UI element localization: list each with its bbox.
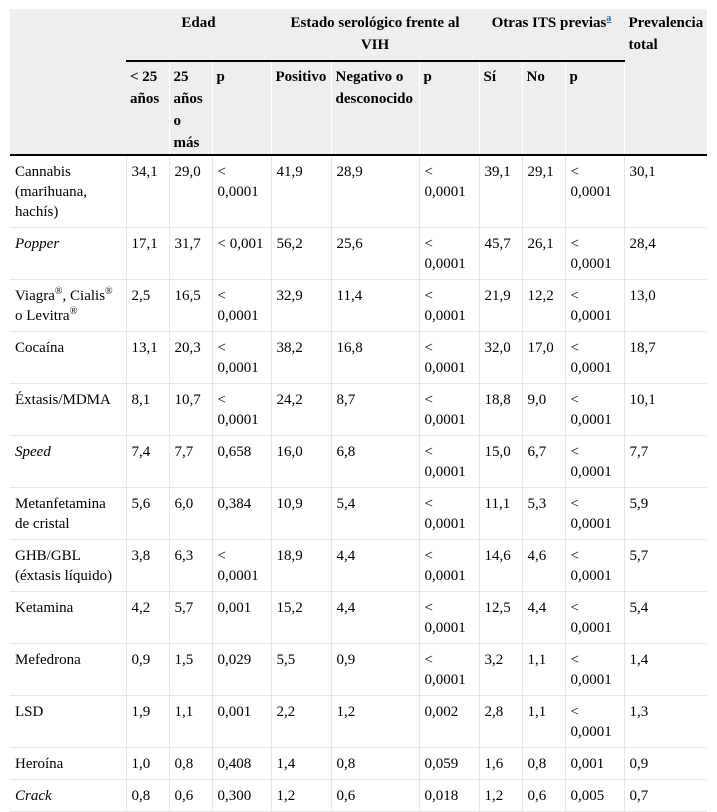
row-label-text: Metanfetamina de cristal xyxy=(15,496,106,532)
table-row xyxy=(10,780,707,812)
row-label-part: , Cialis xyxy=(62,288,106,304)
table-cell: 0,002 xyxy=(419,696,479,748)
table-row xyxy=(10,384,707,436)
row-label-text: LSD xyxy=(15,704,44,720)
row-label xyxy=(10,228,126,280)
registered-mark: ® xyxy=(54,286,63,297)
drug-prevalence-table xyxy=(10,9,707,812)
table-cell: 32,0 xyxy=(479,332,522,384)
table-cell: 20,3 xyxy=(169,332,212,384)
table-cell: 0,6 xyxy=(331,780,419,812)
table-cell: 0,8 xyxy=(126,780,169,812)
table-cell: 0,7 xyxy=(624,780,707,812)
row-label xyxy=(10,436,126,488)
table-cell: 16,0 xyxy=(271,436,331,488)
table-cell: 0,9 xyxy=(126,644,169,696)
table-cell: 0,018 xyxy=(419,780,479,812)
table-cell: 9,0 xyxy=(522,384,565,436)
table-cell: 5,5 xyxy=(271,644,331,696)
table-cell: 2,8 xyxy=(479,696,522,748)
table-cell: 1,5 xyxy=(169,644,212,696)
table-row xyxy=(10,540,707,592)
table-cell: 10,7 xyxy=(169,384,212,436)
table-cell: 8,1 xyxy=(126,384,169,436)
table-cell: 5,7 xyxy=(624,540,707,592)
header-sub-positivo: Positivo xyxy=(271,61,331,155)
table-cell: < 0,0001 xyxy=(565,155,624,228)
table-cell: 11,4 xyxy=(331,280,419,332)
table-cell: < 0,0001 xyxy=(212,155,271,228)
row-label xyxy=(10,280,126,332)
table-cell: 5,6 xyxy=(126,488,169,540)
table-cell: 0,408 xyxy=(212,748,271,780)
table-cell: 5,4 xyxy=(624,592,707,644)
table-cell: 1,9 xyxy=(126,696,169,748)
table-cell: 2,2 xyxy=(271,696,331,748)
table-cell: 7,7 xyxy=(624,436,707,488)
table-cell: 0,8 xyxy=(331,748,419,780)
header-sub-p-vih: p xyxy=(419,61,479,155)
table-cell: 1,1 xyxy=(169,696,212,748)
table-row xyxy=(10,228,707,280)
table-cell: 18,7 xyxy=(624,332,707,384)
row-label xyxy=(10,488,126,540)
table-cell: 29,0 xyxy=(169,155,212,228)
header-group-its-label: Otras ITS previas xyxy=(491,15,607,31)
table-cell: 5,4 xyxy=(331,488,419,540)
row-label-text: Mefedrona xyxy=(15,652,81,668)
row-label-text: Éxtasis/MDMA xyxy=(15,392,111,408)
row-label xyxy=(10,644,126,696)
table-cell: < 0,0001 xyxy=(419,540,479,592)
table-cell: 0,059 xyxy=(419,748,479,780)
row-label-text: Cocaína xyxy=(15,340,65,356)
header-sub-lt25: < 25 años xyxy=(126,61,169,155)
table-cell: 5,9 xyxy=(624,488,707,540)
table-cell: < 0,0001 xyxy=(212,280,271,332)
table-cell: 13,0 xyxy=(624,280,707,332)
table-cell: 17,1 xyxy=(126,228,169,280)
row-label xyxy=(10,155,126,228)
table-cell: 0,029 xyxy=(212,644,271,696)
table-cell: 5,3 xyxy=(522,488,565,540)
table-cell: < 0,0001 xyxy=(212,332,271,384)
table-cell: 26,1 xyxy=(522,228,565,280)
table-cell: < 0,0001 xyxy=(419,436,479,488)
table-cell: 13,1 xyxy=(126,332,169,384)
table-cell: 18,9 xyxy=(271,540,331,592)
table-cell: 1,2 xyxy=(479,780,522,812)
table-cell: < 0,0001 xyxy=(419,280,479,332)
table-cell: 4,4 xyxy=(331,592,419,644)
table-cell: 0,8 xyxy=(169,748,212,780)
table-container xyxy=(10,9,707,812)
table-cell: 0,9 xyxy=(624,748,707,780)
table-cell: 29,1 xyxy=(522,155,565,228)
table-cell: 1,3 xyxy=(624,696,707,748)
table-cell: 34,1 xyxy=(126,155,169,228)
table-cell: 1,0 xyxy=(126,748,169,780)
table-cell: 0,6 xyxy=(522,780,565,812)
registered-mark: ® xyxy=(69,306,78,317)
table-cell: 12,5 xyxy=(479,592,522,644)
table-cell: 7,4 xyxy=(126,436,169,488)
table-cell: 28,9 xyxy=(331,155,419,228)
table-cell: 16,5 xyxy=(169,280,212,332)
header-sub-p-edad: p xyxy=(212,61,271,155)
table-cell: 32,9 xyxy=(271,280,331,332)
table-cell: 0,300 xyxy=(212,780,271,812)
table-cell: 16,8 xyxy=(331,332,419,384)
table-cell: < 0,0001 xyxy=(565,436,624,488)
table-cell: < 0,0001 xyxy=(419,488,479,540)
table-cell: < 0,0001 xyxy=(419,644,479,696)
table-cell: 4,4 xyxy=(522,592,565,644)
table-cell: 1,2 xyxy=(331,696,419,748)
table-cell: 6,8 xyxy=(331,436,419,488)
table-cell: 0,6 xyxy=(169,780,212,812)
header-corner xyxy=(10,9,126,155)
table-cell: 18,8 xyxy=(479,384,522,436)
table-cell: 0,9 xyxy=(331,644,419,696)
table-cell: 1,4 xyxy=(624,644,707,696)
table-row xyxy=(10,696,707,748)
table-cell: 4,2 xyxy=(126,592,169,644)
row-label-text: Crack xyxy=(15,788,52,804)
table-cell: 41,9 xyxy=(271,155,331,228)
table-cell: < 0,0001 xyxy=(565,228,624,280)
table-cell: < 0,0001 xyxy=(565,488,624,540)
table-cell: 25,6 xyxy=(331,228,419,280)
table-cell: < 0,001 xyxy=(212,228,271,280)
row-label xyxy=(10,780,126,812)
table-cell: < 0,0001 xyxy=(565,644,624,696)
table-cell: 0,001 xyxy=(212,696,271,748)
table-cell: 10,9 xyxy=(271,488,331,540)
table-cell: 1,6 xyxy=(479,748,522,780)
table-cell: 3,2 xyxy=(479,644,522,696)
table-cell: 39,1 xyxy=(479,155,522,228)
registered-mark: ® xyxy=(105,286,113,297)
header-sub-negativo: Negativo o desconocido xyxy=(331,61,419,155)
table-cell: 0,8 xyxy=(522,748,565,780)
table-cell: 6,7 xyxy=(522,436,565,488)
table-cell: 6,3 xyxy=(169,540,212,592)
header-group-vih: Estado serológico frente al VIH xyxy=(271,9,479,61)
table-cell: 4,6 xyxy=(522,540,565,592)
header-prevalencia: Prevalencia total xyxy=(624,9,707,155)
table-row xyxy=(10,155,707,228)
header-sub-p-its: p xyxy=(565,61,624,155)
table-cell: 15,2 xyxy=(271,592,331,644)
table-body xyxy=(10,155,707,812)
table-row xyxy=(10,436,707,488)
table-cell: 21,9 xyxy=(479,280,522,332)
table-cell: 10,1 xyxy=(624,384,707,436)
table-cell: 5,7 xyxy=(169,592,212,644)
table-cell: < 0,0001 xyxy=(565,384,624,436)
row-label-part: Viagra xyxy=(15,288,55,304)
table-cell: < 0,0001 xyxy=(565,696,624,748)
table-cell: 24,2 xyxy=(271,384,331,436)
table-cell: < 0,0001 xyxy=(419,155,479,228)
table-cell: 15,0 xyxy=(479,436,522,488)
row-label-text: GHB/GBL (éxtasis líquido) xyxy=(15,548,113,584)
table-cell: 56,2 xyxy=(271,228,331,280)
header-group-edad: Edad xyxy=(126,9,271,61)
table-cell: 4,4 xyxy=(331,540,419,592)
table-row xyxy=(10,748,707,780)
row-label-text: Speed xyxy=(15,444,51,460)
row-label xyxy=(10,592,126,644)
table-cell: 1,4 xyxy=(271,748,331,780)
table-cell: < 0,0001 xyxy=(565,280,624,332)
table-cell: 8,7 xyxy=(331,384,419,436)
table-cell: 0,384 xyxy=(212,488,271,540)
table-cell: < 0,0001 xyxy=(565,540,624,592)
table-cell: 31,7 xyxy=(169,228,212,280)
header-sub-no: No xyxy=(522,61,565,155)
row-label xyxy=(10,540,126,592)
table-cell: 6,0 xyxy=(169,488,212,540)
row-label-text: Cannabis (marihuana, hachís) xyxy=(15,164,88,220)
row-label-text: Ketamina xyxy=(15,600,74,616)
table-cell: 0,658 xyxy=(212,436,271,488)
table-cell: 7,7 xyxy=(169,436,212,488)
table-cell: 1,2 xyxy=(271,780,331,812)
row-label xyxy=(10,748,126,780)
table-cell: 1,1 xyxy=(522,696,565,748)
table-cell: < 0,0001 xyxy=(419,332,479,384)
table-cell: 14,6 xyxy=(479,540,522,592)
table-cell: 30,1 xyxy=(624,155,707,228)
table-cell: 45,7 xyxy=(479,228,522,280)
footnote-link[interactable]: a xyxy=(606,13,612,24)
row-label xyxy=(10,332,126,384)
table-cell: < 0,0001 xyxy=(212,384,271,436)
row-label-text: Heroína xyxy=(15,756,64,772)
table-cell: 0,001 xyxy=(565,748,624,780)
row-label-text: Popper xyxy=(15,236,60,252)
table-cell: 0,005 xyxy=(565,780,624,812)
table-cell: < 0,0001 xyxy=(565,332,624,384)
table-cell: < 0,0001 xyxy=(565,592,624,644)
table-cell: 38,2 xyxy=(271,332,331,384)
table-row xyxy=(10,332,707,384)
row-label xyxy=(10,384,126,436)
table-cell: 17,0 xyxy=(522,332,565,384)
table-cell: 28,4 xyxy=(624,228,707,280)
table-cell: 3,8 xyxy=(126,540,169,592)
table-row xyxy=(10,488,707,540)
header-sub-si: Sí xyxy=(479,61,522,155)
table-cell: 0,001 xyxy=(212,592,271,644)
table-cell: 2,5 xyxy=(126,280,169,332)
table-cell: < 0,0001 xyxy=(419,384,479,436)
table-cell: < 0,0001 xyxy=(212,540,271,592)
table-row xyxy=(10,280,707,332)
header-sub-25plus: 25 años o más xyxy=(169,61,212,155)
table-row xyxy=(10,644,707,696)
table-cell: 11,1 xyxy=(479,488,522,540)
table-cell: 1,1 xyxy=(522,644,565,696)
row-label xyxy=(10,696,126,748)
header-group-its xyxy=(479,9,624,61)
row-label-part: o Levitra xyxy=(15,308,70,324)
table-row xyxy=(10,592,707,644)
table-cell: 12,2 xyxy=(522,280,565,332)
header-row-groups xyxy=(10,9,707,61)
table-cell: < 0,0001 xyxy=(419,228,479,280)
table-cell: < 0,0001 xyxy=(419,592,479,644)
